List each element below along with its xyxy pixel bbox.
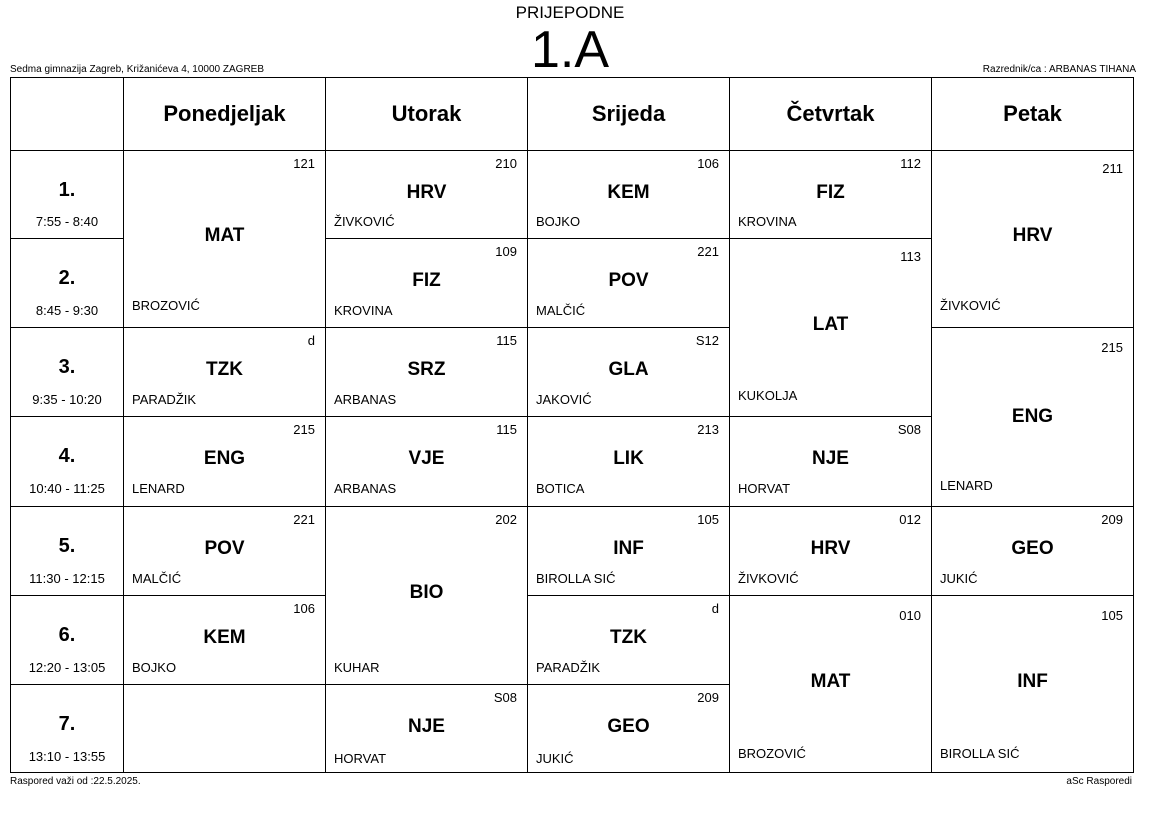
period-row-3 xyxy=(11,328,123,417)
subject-code: HRV xyxy=(810,538,851,559)
lesson-cell[interactable] xyxy=(123,507,325,596)
subject-code: HRV xyxy=(406,182,447,203)
period-time: 10:40 - 11:25 xyxy=(29,481,105,496)
empty-cell xyxy=(123,685,325,772)
subject-code: POV xyxy=(608,270,649,291)
subject-code: TZK xyxy=(610,627,647,648)
lesson-cell[interactable] xyxy=(325,685,527,772)
subject-code: ENG xyxy=(203,448,246,469)
lesson-cell[interactable] xyxy=(123,596,325,685)
room-number: 109 xyxy=(495,244,517,259)
teacher-name: ARBANAS xyxy=(334,481,397,496)
teacher-name: PARADŽIK xyxy=(132,392,197,407)
subject-code: ENG xyxy=(1011,406,1054,427)
subject-code: TZK xyxy=(206,359,243,380)
subject-code: HRV xyxy=(1012,225,1053,246)
subject-code: INF xyxy=(1017,671,1048,692)
period-time: 13:10 - 13:55 xyxy=(28,749,106,764)
lesson-cell[interactable] xyxy=(527,239,729,328)
subject-code: GEO xyxy=(1011,538,1054,559)
teacher-name: ŽIVKOVIĆ xyxy=(738,571,799,586)
room-number: 202 xyxy=(495,512,517,527)
teacher-name: PARADŽIK xyxy=(536,660,601,675)
lesson-cell[interactable] xyxy=(729,151,931,239)
teacher-name: JAKOVIĆ xyxy=(536,392,592,407)
period-number: 7. xyxy=(58,713,76,735)
lesson-cell[interactable] xyxy=(931,596,1133,772)
room-number: S08 xyxy=(493,690,517,705)
room-number: S12 xyxy=(695,333,719,348)
teacher-name: LENARD xyxy=(940,478,993,493)
room-number: 113 xyxy=(900,249,921,264)
lesson-cell[interactable] xyxy=(527,151,729,239)
period-time: 9:35 - 10:20 xyxy=(32,392,102,407)
subject-code: MAT xyxy=(204,225,245,246)
room-number: 209 xyxy=(697,690,719,705)
room-number: 121 xyxy=(293,156,315,171)
software-credit: aSc Rasporedi xyxy=(1066,776,1132,787)
corner-cell xyxy=(11,78,123,151)
teacher-name: BIROLLA SIĆ xyxy=(536,571,616,586)
lesson-cell[interactable] xyxy=(325,417,527,507)
lesson-cell[interactable] xyxy=(325,328,527,417)
subject-code: NJE xyxy=(812,448,849,469)
room-number: 215 xyxy=(1101,340,1123,355)
room-number: 115 xyxy=(496,333,517,348)
period-number: 4. xyxy=(58,445,76,467)
subject-code: SRZ xyxy=(407,359,446,380)
lesson-cell[interactable] xyxy=(325,151,527,239)
period-number: 2. xyxy=(58,267,76,289)
period-time: 7:55 - 8:40 xyxy=(35,214,99,229)
period-number: 1. xyxy=(58,179,76,201)
room-number: 210 xyxy=(495,156,517,171)
room-number: 105 xyxy=(697,512,719,527)
teacher-name: KROVINA xyxy=(738,214,797,229)
subject-code: LIK xyxy=(613,448,644,469)
valid-from-note: Raspored važi od :22.5.2025. xyxy=(10,776,141,787)
subject-code: FIZ xyxy=(816,182,845,203)
teacher-name: BIROLLA SIĆ xyxy=(940,746,1020,761)
subject-code: POV xyxy=(204,538,245,559)
day-header-wednesday: Srijeda xyxy=(527,78,729,151)
teacher-name: HORVAT xyxy=(738,481,791,496)
lesson-cell[interactable] xyxy=(325,507,527,685)
teacher-name: MALČIĆ xyxy=(536,303,586,318)
homeroom-teacher: Razrednik/ca : ARBANAS TIHANA xyxy=(982,64,1136,75)
period-row-5 xyxy=(11,507,123,596)
room-number: 221 xyxy=(293,512,315,527)
teacher-name: KROVINA xyxy=(334,303,393,318)
subject-code: KEM xyxy=(607,182,650,203)
period-row-2 xyxy=(11,239,123,328)
day-header-thursday: Četvrtak xyxy=(729,78,931,151)
subject-code: NJE xyxy=(408,716,445,737)
period-number: 5. xyxy=(58,535,76,557)
room-number: 112 xyxy=(900,156,921,171)
period-row-6 xyxy=(11,596,123,685)
lesson-cell[interactable] xyxy=(729,596,931,772)
lesson-cell[interactable] xyxy=(123,328,325,417)
room-number: 221 xyxy=(697,244,719,259)
period-number: 6. xyxy=(58,624,76,646)
subject-code: MAT xyxy=(810,671,851,692)
room-number: 211 xyxy=(1102,161,1123,176)
period-time: 11:30 - 12:15 xyxy=(29,571,105,586)
lesson-cell[interactable] xyxy=(729,239,931,417)
school-address: Sedma gimnazija Zagreb, Križanićeva 4, 10000 ZAGREB xyxy=(10,64,265,75)
teacher-name: JUKIĆ xyxy=(940,571,978,586)
room-number: 215 xyxy=(293,422,315,437)
lesson-cell[interactable] xyxy=(931,151,1133,328)
subject-code: BIO xyxy=(409,582,444,603)
room-number: 012 xyxy=(899,512,921,527)
period-number: 3. xyxy=(58,356,76,378)
lesson-cell[interactable] xyxy=(729,507,931,596)
lesson-cell[interactable] xyxy=(527,596,729,685)
teacher-name: BOJKO xyxy=(132,660,177,675)
period-row-4 xyxy=(11,417,123,507)
teacher-name: ŽIVKOVIĆ xyxy=(334,214,395,229)
lesson-cell[interactable] xyxy=(123,417,325,507)
lesson-cell[interactable] xyxy=(527,507,729,596)
teacher-name: BROZOVIĆ xyxy=(738,746,806,761)
subject-code: KEM xyxy=(203,627,246,648)
lesson-cell[interactable] xyxy=(123,151,325,328)
room-number: 010 xyxy=(899,608,921,623)
teacher-name: BOJKO xyxy=(536,214,581,229)
teacher-name: ŽIVKOVIĆ xyxy=(940,298,1001,313)
room-number: 106 xyxy=(697,156,719,171)
teacher-name: JUKIĆ xyxy=(536,751,574,766)
period-row-7 xyxy=(11,685,123,772)
day-header-monday: Ponedjeljak xyxy=(123,78,325,151)
subject-code: INF xyxy=(613,538,644,559)
period-row-1 xyxy=(11,151,123,239)
day-header-tuesday: Utorak xyxy=(325,78,527,151)
teacher-name: MALČIĆ xyxy=(132,571,182,586)
teacher-name: LENARD xyxy=(132,481,185,496)
lesson-cell[interactable] xyxy=(931,328,1133,507)
subject-code: VJE xyxy=(408,448,445,469)
room-number: 115 xyxy=(496,422,517,437)
room-number: S08 xyxy=(897,422,921,437)
shift-label: PRIJEPODNE xyxy=(515,3,625,22)
teacher-name: KUKOLJA xyxy=(738,388,798,403)
period-time: 8:45 - 9:30 xyxy=(35,303,99,318)
lesson-cell[interactable] xyxy=(325,239,527,328)
teacher-name: ARBANAS xyxy=(334,392,397,407)
teacher-name: HORVAT xyxy=(334,751,387,766)
lesson-cell[interactable] xyxy=(931,507,1133,596)
class-title: 1.A xyxy=(530,21,610,79)
subject-code: GEO xyxy=(607,716,650,737)
teacher-name: BROZOVIĆ xyxy=(132,298,200,313)
room-number: d xyxy=(711,601,719,616)
subject-code: FIZ xyxy=(412,270,441,291)
room-number: d xyxy=(307,333,315,348)
subject-code: GLA xyxy=(608,359,649,380)
room-number: 213 xyxy=(697,422,719,437)
subject-code: LAT xyxy=(812,314,849,335)
teacher-name: KUHAR xyxy=(334,660,380,675)
day-header-friday: Petak xyxy=(931,78,1133,151)
room-number: 105 xyxy=(1101,608,1123,623)
lesson-cell[interactable] xyxy=(527,328,729,417)
timetable-grid xyxy=(10,77,1134,773)
lesson-cell[interactable] xyxy=(527,685,729,772)
lesson-cell[interactable] xyxy=(729,417,931,507)
room-number: 209 xyxy=(1101,512,1123,527)
lesson-cell[interactable] xyxy=(527,417,729,507)
teacher-name: BOTICA xyxy=(536,481,585,496)
period-time: 12:20 - 13:05 xyxy=(28,660,106,675)
room-number: 106 xyxy=(293,601,315,616)
